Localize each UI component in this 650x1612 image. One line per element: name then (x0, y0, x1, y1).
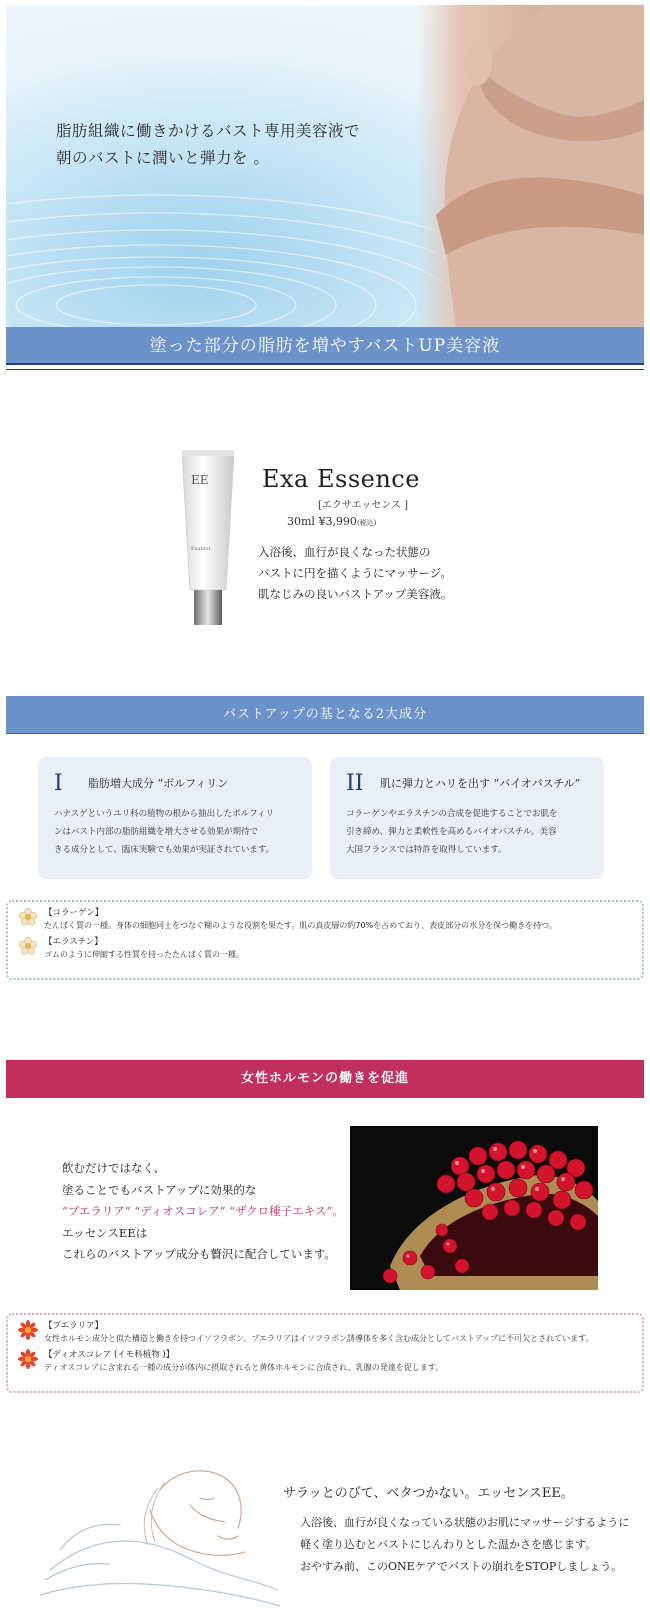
model-arms-image (416, 5, 644, 327)
flower-icon (18, 907, 38, 927)
glossary-term: 【エラスチン】 (44, 937, 103, 947)
glossary-definition: たんぱく質の一種。身体の細胞同士をつなぐ糊のような役割を果たす。肌の真皮層の約70%を占めており、表皮部分の水分を保つ働きを持つ。 (44, 921, 557, 930)
product-desc-line: バストに円を描くようにマッサージ。 (258, 566, 452, 580)
red-flower-icon (18, 1320, 38, 1340)
price-tax: (税込) (356, 519, 377, 527)
glossary-item (18, 936, 632, 961)
hero-line-1: 脂肪組織に働きかけるバスト専用美容液で (56, 122, 361, 140)
ingredient-text (346, 805, 588, 859)
hero-copy (56, 118, 360, 172)
ingredient-line: ンはバスト内部の脂肪組織を増大させる効果が期待で (54, 827, 259, 837)
product-description (258, 542, 452, 605)
glossary-item (18, 1349, 632, 1374)
hero-banner (6, 5, 644, 327)
ingredient-header (346, 769, 588, 797)
product-tube-image (182, 450, 234, 625)
red-flower-icon (18, 1349, 38, 1369)
ingredient-card-1 (38, 757, 312, 879)
product-price (287, 515, 376, 528)
hormone-line: エッセンスEEは (62, 1225, 148, 1240)
glossary-definition: ゴムのように伸縮する性質を持ったたんぱく質の一種。 (44, 950, 244, 959)
glossary-definition: 女性ホルモン成分と似た構造と働きを持つイソフラボン。プエラリアはイソフラボン誘導体を多く含む成分としてバストアップに不可欠とされています。 (44, 1334, 594, 1343)
hormone-section-bar: 女性ホルモンの働きを促進 (6, 1060, 644, 1098)
product-desc-line: 肌なじみの良いバストアップ美容液。 (258, 587, 453, 601)
ingredient-text (54, 805, 296, 859)
bottom-line: おやすみ前、このONEケアでバストの崩れをSTOPしましょう。 (300, 1560, 623, 1573)
hero-band-title: 塗った部分の脂肪を増やすバストUP美容液 (6, 327, 644, 365)
bottom-copy (300, 1512, 629, 1578)
flower-icon (18, 936, 38, 956)
sleeping-woman-illustration (40, 1450, 280, 1608)
hormone-line: 塗ることでもバストアップに効果的な (62, 1182, 257, 1197)
glossary-item (18, 907, 632, 932)
glossary-term: 【コラーゲン】 (44, 908, 104, 918)
glossary-item (18, 1320, 632, 1345)
price-value: 30ml ¥3,990 (287, 515, 357, 528)
hormone-ingredients-line: “プエラリア” “ディオスコレア” “ザクロ種子エキス”。 (62, 1204, 344, 1218)
glossary-definition: ディオスコレアに含まれる一種の成分が体内に摂取されると黄体ホルモンに合成され、乳腺の発達を促します。 (44, 1363, 444, 1372)
ingredient-header (54, 769, 296, 797)
ingredients-section-bar: バストアップの基となる2大成分 (6, 696, 644, 734)
hormone-line: これらのバストアップ成分も贅沢に配合しています。 (62, 1247, 336, 1261)
glossary-box-2 (6, 1313, 644, 1393)
bottom-title: サラッとのびて、ベタつかない。エッセンスEE。 (283, 1486, 574, 1501)
ingredient-line: 引き締め、弾力と柔軟性を高めるバイオバスチル。美容 (346, 827, 557, 837)
ingredient-title: 肌に弾力とハリを出す “バイオバスチル” (380, 777, 581, 790)
product-desc-line: 入浴後、血行が良くなった状態の (258, 545, 431, 559)
hero-line-2: 朝のバストに潤いと弾力を 。 (56, 149, 270, 167)
glossary-term: 【ディオスコレア (イモ科植物 )】 (44, 1350, 175, 1360)
ingredient-title: 脂肪増大成分 “ボルフィリン (88, 777, 229, 790)
ingredient-card-2 (330, 757, 604, 879)
hormone-line: 飲むだけではなく、 (62, 1161, 166, 1175)
glossary-term: 【プエラリア】 (44, 1321, 104, 1331)
ingredient-line: きる成分として、臨床実験でも効果が実証されています。 (54, 845, 275, 855)
ingredient-line: ハナスゲというユリ科の植物の根から抽出したボルフィリ (54, 809, 274, 819)
bottom-line: 軽く塗り込むとバストにじんわりとした温かさを感じます。 (300, 1538, 597, 1551)
svg-text:EE: EE (191, 473, 209, 487)
svg-text:Exabrst: Exabrst (191, 546, 211, 552)
hormone-copy (62, 1158, 344, 1266)
ingredient-line: コラーゲンやエラスチンの合成を促進することでお肌を (346, 809, 558, 819)
ingredient-number: I (54, 770, 63, 796)
product-name: Exa Essence (262, 465, 420, 493)
ingredient-line: 大国フランスでは特許を取得しています。 (346, 845, 507, 855)
glossary-box-1 (6, 900, 644, 980)
ingredient-number: II (346, 770, 364, 796)
pomegranate-image (350, 1126, 598, 1290)
divider (6, 369, 644, 370)
bottom-line: 入浴後、血行が良くなっている状態のお肌にマッサージするように (300, 1516, 630, 1529)
product-kana: [エクサエッセンス ] (318, 500, 409, 511)
